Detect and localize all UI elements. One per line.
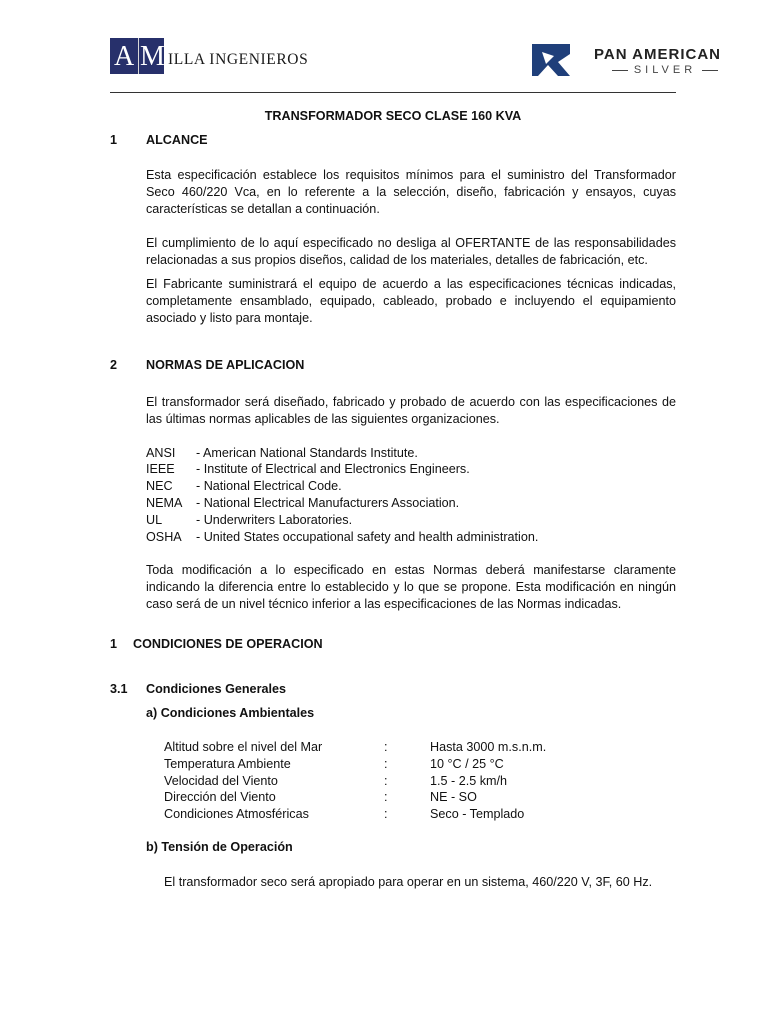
paragraph-alcance-2: El cumplimiento de lo aquí especificado no desliga al OFERTANTE de las responsabilidades relacionadas a sus propios diseños, calidad de los materiales, detalles de fabricación, etc. bbox=[146, 236, 676, 267]
condition-value: Hasta 3000 m.s.n.m. bbox=[430, 740, 547, 754]
document-title: TRANSFORMADOR SECO CLASE 160 KVA bbox=[264, 109, 522, 123]
milla-ingenieros-logo bbox=[110, 38, 325, 74]
am-logo-mark bbox=[110, 38, 164, 74]
org-description: - United States occupational safety and health administration. bbox=[196, 530, 539, 544]
condition-value: NE - SO bbox=[430, 790, 477, 804]
condition-label: Condiciones Atmosféricas bbox=[164, 807, 309, 821]
condition-value: Seco - Templado bbox=[430, 807, 525, 821]
section-heading-normas: NORMAS DE APLICACION bbox=[146, 358, 305, 372]
section-heading-operacion: CONDICIONES DE OPERACION bbox=[133, 637, 323, 651]
section-number-operacion: 1 bbox=[110, 637, 118, 651]
standards-org-row bbox=[146, 495, 459, 512]
condition-separator: : bbox=[384, 740, 388, 754]
header-rule bbox=[110, 92, 676, 93]
paragraph-alcance-3: El Fabricante suministrará el equipo de acuerdo a las especificaciones técnicas indicadas, completamente ensamblado, equipado, cableado, probado e incluyendo el equipamiento asociado y listo para montaje. bbox=[146, 277, 676, 325]
org-code: NEMA bbox=[146, 496, 183, 510]
condition-separator: : bbox=[384, 774, 388, 788]
org-description: - Institute of Electrical and Electronics Engineers. bbox=[196, 462, 470, 476]
standards-org-row bbox=[146, 478, 342, 495]
logo-line-1: PAN AMERICAN bbox=[594, 46, 721, 63]
logo-text: ILLA INGENIEROS bbox=[168, 51, 309, 68]
condition-label: Dirección del Viento bbox=[164, 790, 276, 804]
standards-org-row bbox=[146, 445, 418, 462]
org-code: OSHA bbox=[146, 530, 182, 544]
paragraph-normas-closing: Toda modificación a lo especificado en estas Normas deberá manifestarse claramente indicando la diferencia entre lo establecido y lo que se propone. Esta modificación en ningún caso será de un nivel técnico inferior a las especificaciones de las Normas indicadas. bbox=[146, 563, 676, 611]
standards-org-row bbox=[146, 512, 352, 529]
section-heading-alcance: ALCANCE bbox=[146, 133, 208, 147]
logo-letter-a: A bbox=[114, 41, 135, 72]
condition-separator: : bbox=[384, 757, 388, 771]
subsection-heading: Condiciones Generales bbox=[146, 682, 286, 696]
org-description: - National Electrical Code. bbox=[196, 479, 342, 493]
org-code: IEEE bbox=[146, 462, 175, 476]
logo-divider bbox=[138, 38, 139, 74]
subheading-condiciones-ambientales: a) Condiciones Ambientales bbox=[146, 706, 315, 720]
org-code: ANSI bbox=[146, 446, 176, 460]
condition-separator: : bbox=[384, 807, 388, 821]
logo-letter-m: M bbox=[140, 41, 165, 72]
org-description: - Underwriters Laboratories. bbox=[196, 513, 353, 527]
section-number-alcance: 1 bbox=[110, 133, 118, 147]
condition-label: Temperatura Ambiente bbox=[164, 757, 291, 771]
paragraph-alcance-1: Esta especificación establece los requisitos mínimos para el suministro del Transformador Seco 460/220 Vca, en lo referente a la selección, diseño, fabricación y ensayos, cuyas características se detallan a continuación. bbox=[146, 168, 676, 216]
standards-org-row bbox=[146, 461, 470, 478]
condition-value: 1.5 - 2.5 km/h bbox=[430, 774, 507, 788]
pan-american-silver-logo bbox=[532, 42, 742, 82]
paragraph-tension-operacion: El transformador seco será apropiado para operar en un sistema, 460/220 V, 3F, 60 Hz. bbox=[164, 875, 653, 889]
condition-label: Altitud sobre el nivel del Mar bbox=[164, 740, 323, 754]
condition-value: 10 °C / 25 °C bbox=[430, 757, 504, 771]
org-code: UL bbox=[146, 513, 163, 527]
org-description: - American National Standards Institute. bbox=[196, 446, 418, 460]
paragraph-normas-intro: El transformador será diseñado, fabricado y probado de acuerdo con las especificaciones de las últimas normas aplicables de las siguientes organizaciones. bbox=[146, 395, 676, 426]
standards-org-row bbox=[146, 529, 538, 546]
subheading-tension-operacion: b) Tensión de Operación bbox=[146, 840, 293, 854]
condition-separator: : bbox=[384, 790, 388, 804]
org-code: NEC bbox=[146, 479, 173, 493]
section-number-normas: 2 bbox=[110, 358, 118, 372]
condition-label: Velocidad del Viento bbox=[164, 774, 278, 788]
logo-line-2: SILVER bbox=[594, 64, 736, 76]
subsection-number: 3.1 bbox=[110, 682, 128, 696]
org-description: - National Electrical Manufacturers Association. bbox=[196, 496, 460, 510]
pan-american-silver-icon bbox=[532, 42, 570, 80]
